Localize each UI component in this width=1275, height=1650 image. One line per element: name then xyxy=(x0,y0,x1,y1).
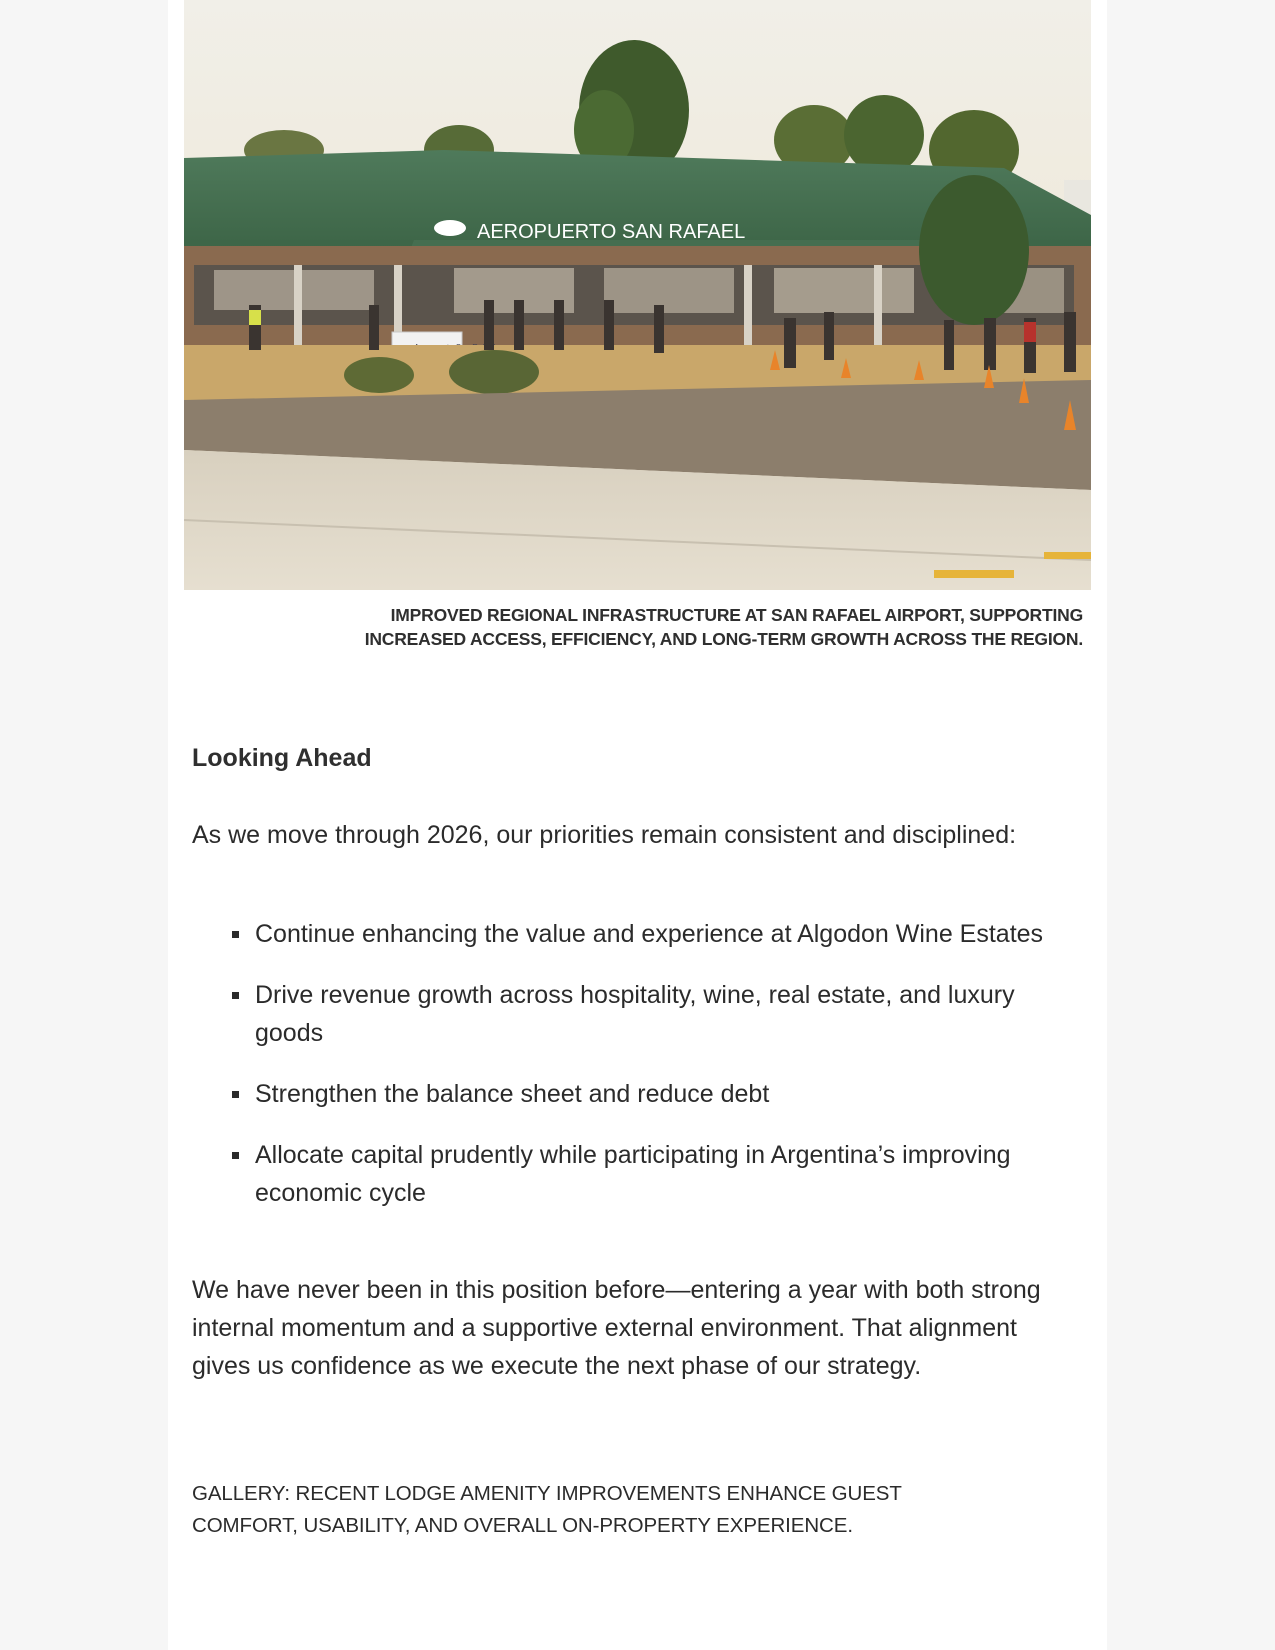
airport-sign: AEROPUERTO SAN RAFAEL xyxy=(477,221,746,243)
gallery-caption xyxy=(192,1478,1052,1542)
section-heading: Looking Ahead xyxy=(192,744,372,772)
list-item xyxy=(192,1136,1072,1212)
gallery-caption-line: COMFORT, USABILITY, AND OVERALL ON-PROPERTY EXPERIENCE. xyxy=(192,1514,853,1537)
list-item xyxy=(192,1075,1072,1113)
square-bullet-icon xyxy=(232,1091,239,1098)
list-item xyxy=(192,915,1072,953)
closing-paragraph: We have never been in this position before—entering a year with both strong internal momentum and a supportive external environment. That alignment gives us confidence as we execute the next phase of our strategy. xyxy=(192,1276,1041,1380)
photo-caption-line: INCREASED ACCESS, EFFICIENCY, AND LONG-TERM GROWTH ACROSS THE REGION. xyxy=(364,629,1083,649)
list-item xyxy=(192,976,1072,1052)
list-item-text: Strengthen the balance sheet and reduce debt xyxy=(255,1080,770,1108)
square-bullet-icon xyxy=(232,931,239,938)
priorities-list xyxy=(192,915,1072,1235)
airport-logo-icon xyxy=(434,220,466,236)
photo-caption xyxy=(223,603,1083,651)
intro-paragraph: As we move through 2026, our priorities remain consistent and disciplined: xyxy=(192,821,1017,849)
list-item-text: Allocate capital prudently while participating in Argentina’s improving economic cycle xyxy=(255,1141,1011,1207)
airport-photo xyxy=(184,0,1091,590)
list-item-text: Continue enhancing the value and experience at Algodon Wine Estates xyxy=(255,920,1044,948)
list-item-text: Drive revenue growth across hospitality, wine, real estate, and luxury goods xyxy=(255,981,1015,1047)
square-bullet-icon xyxy=(232,1152,239,1159)
photo-caption-line: IMPROVED REGIONAL INFRASTRUCTURE AT SAN RAFAEL AIRPORT, SUPPORTING xyxy=(390,605,1083,625)
gallery-caption-line: GALLERY: RECENT LODGE AMENITY IMPROVEMENTS ENHANCE GUEST xyxy=(192,1482,902,1505)
document-page xyxy=(168,0,1107,1650)
square-bullet-icon xyxy=(232,992,239,999)
